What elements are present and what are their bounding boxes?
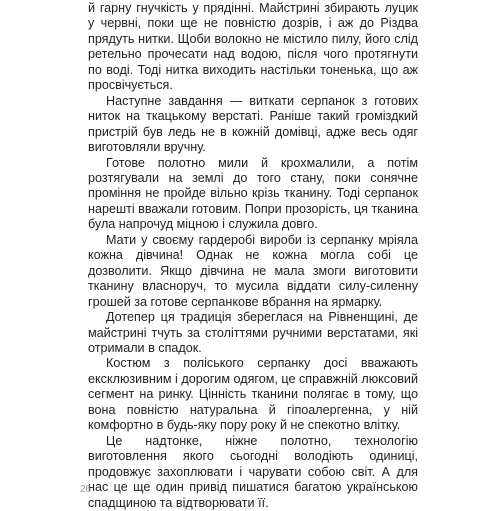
page-number: 26: [80, 484, 92, 495]
paragraph-tradition: Дотепер ця традиція збереглася на Рівненщині, де майстрині тчуть за століттями ручними верстатами, які отримали в спадок.: [88, 310, 418, 355]
paragraph-washing: Готове полотно мили й крохмалили, а потім розтягували на землі до того стану, поки сонячне проміння не пройде вільно крізь тканину. Тоді серпанок нарешті вважали готовим. Попри прозорість, ця тканина була напрочуд міцною і служила довго.: [88, 155, 418, 232]
paragraph-continuation: й гарну гнучкість у прядінні. Майстрині збирають луцик у червні, поки ще не повністю дозрів, і аж до Різдва прядуть нитки. Щоби волокно не містило пилу, його слід ретельно прочесати над водою, після чого протягнути по воді. Тоді нитка виходить настільки тоненька, що аж просвічується.: [88, 1, 418, 93]
paragraph-conclusion: Це надтонке, ніжне полотно, технологію виготовлення якого сьогодні володіють одиниці, продовжує захоплювати і чарувати собою світ. А для нас це ще один привід пишатися багатою українською спадщиною та відтворювати її.: [88, 433, 418, 510]
body-text: [88, 1, 418, 511]
paragraph-costume: Костюм з поліського серпанку досі вважають ексклюзивним і дорогим одягом, це справжній люксовий сегмент на ринку. Цінність тканини полягає в тому, що вона повністю натуральна й гіпоалергенна, у ній комфортно в будь-яку пору року й не спекотно влітку.: [88, 356, 418, 433]
paragraph-wardrobe: Мати у своєму гардеробі вироби із серпанку мріяла кожна дівчина! Однак не кожна могла собі це дозволити. Якщо дівчина не мала змоги виготовити тканину власноруч, то мусила віддати силу-силенну грошей за готове серпанкове вбрання на ярмарку.: [88, 232, 418, 309]
paragraph-weaving: Наступне завдання — виткати серпанок з готових ниток на ткацькому верстаті. Раніше такий громіздкий пристрій був ледь не в кожній домівці, адже весь одяг виготовляли вручну.: [88, 93, 418, 155]
